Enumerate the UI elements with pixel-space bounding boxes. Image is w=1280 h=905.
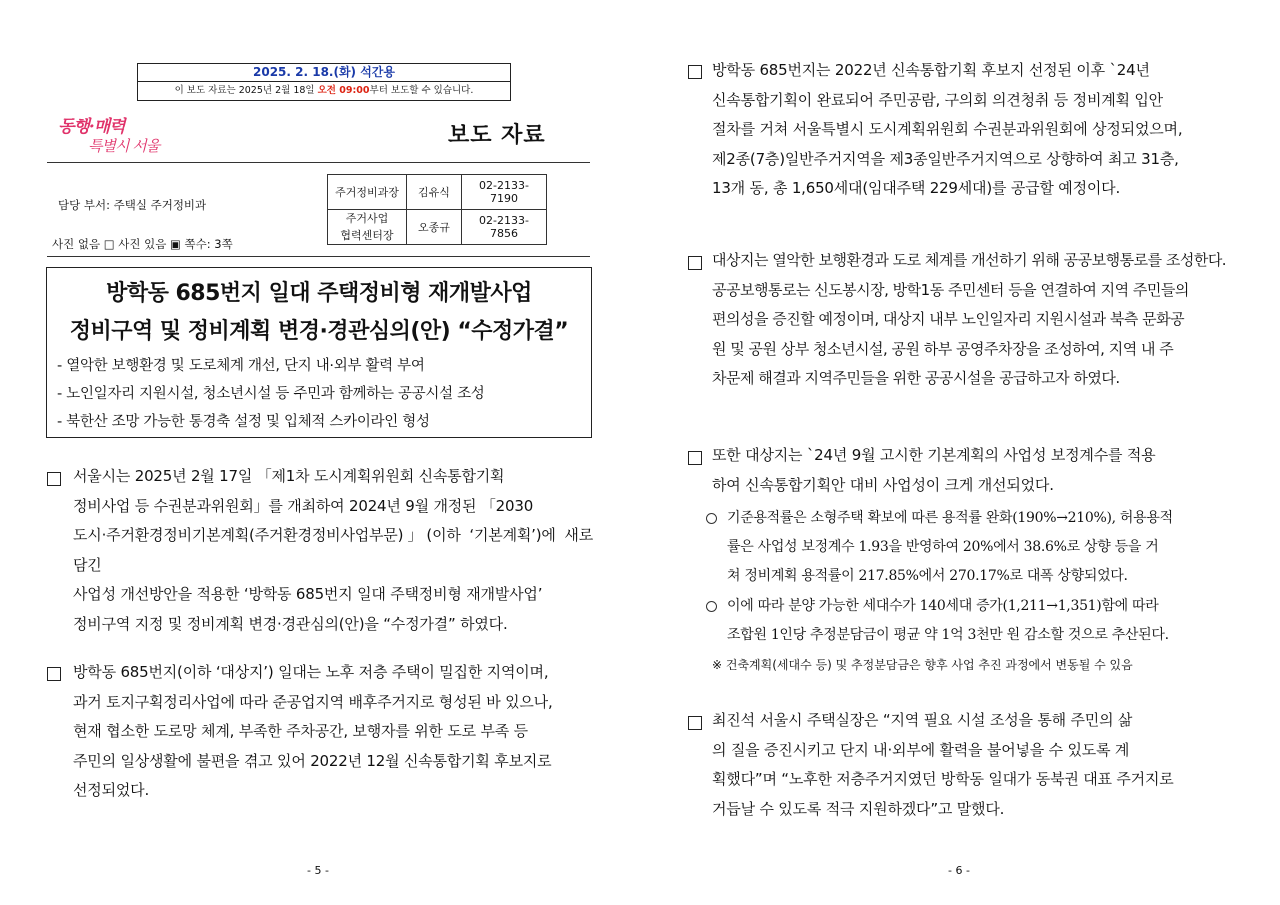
contact-table	[327, 174, 547, 245]
body-paragraph: 또한 대상지는 `24년 9월 고시한 기본계획의 사업성 보정계수를 적용 하여 신속통합기획안 대비 사업성이 크게 개선되었다.	[712, 446, 1156, 494]
footnote: ※ 건축계획(세대수 등) 및 추정분담금은 향후 사업 추진 과정에서 변동될 수 있음	[712, 658, 1133, 672]
subheading: - 북한산 조망 가능한 통경축 설정 및 입체적 스카이라인 형성	[57, 414, 430, 430]
photo-info: 사진 없음 □ 사진 있음 ▣ 쪽수: 3쪽	[52, 237, 233, 251]
divider	[47, 256, 590, 257]
contact-phone: 02-2133-7190	[462, 175, 547, 210]
seoul-logo: 동행·매력 특별시 서울	[58, 117, 160, 155]
contact-row	[328, 210, 547, 245]
contact-team: 주거사업 협력센터장	[328, 210, 407, 245]
sub-point: 기준용적률은 소형주택 확보에 따른 용적률 완화(190%→210%), 허용용적 률은 사업성 보정계수 1.93을 반영하여 20%에서 38.6%로 상향 등을 거 쳐 정비계획 용적률이 217.85%에서 270.17%로 대폭 상향되었다.	[727, 510, 1173, 584]
body-paragraph: 대상지는 열악한 보행환경과 도로 체계를 개선하기 위해 공공보행통로를 조성한다. 공공보행통로는 신도봉시장, 방학1동 주민센터 등을 연결하여 지역 주민들의 편의성을 증진할 예정이며, 대상지 내부 노인일자리 지원시설과 북측 문화공 원 및 공원 상부 청소년시설, 공원 하부 공영주차장을 조성하여, 지역 내 주 차문제 해결과 지역주민들을 위한 공공시설을 공급하고자 하였다.	[712, 251, 1227, 387]
square-bullet-icon	[688, 716, 702, 730]
contact-name: 오종규	[407, 210, 462, 245]
square-bullet-icon	[688, 451, 702, 465]
circle-bullet-icon	[706, 513, 717, 524]
contact-name: 김유식	[407, 175, 462, 210]
department: 담당 부서: 주택실 주거정비과	[58, 198, 207, 212]
square-bullet-icon	[47, 472, 61, 486]
contact-phone: 02-2133-7856	[462, 210, 547, 245]
subheading: - 열악한 보행환경 및 도로체계 개선, 단지 내·외부 활력 부여	[57, 358, 425, 374]
square-bullet-icon	[688, 65, 702, 79]
release-note: 이 보도 자료는 2025년 2월 18일 오전 09:00부터 보도할 수 있습니다.	[174, 85, 474, 96]
contact-team: 주거정비과장	[328, 175, 407, 210]
headline-line1: 방학동 685번지 일대 주택정비형 재개발사업	[106, 281, 532, 306]
square-bullet-icon	[47, 667, 61, 681]
release-date: 2025. 2. 18.(화) 석간용	[138, 64, 510, 82]
release-info-box	[137, 63, 511, 101]
contact-row	[328, 175, 547, 210]
body-paragraph: 방학동 685번지는 2022년 신속통합기획 후보지 선정된 이후 `24년 신속통합기획이 완료되어 주민공람, 구의회 의견청취 등 정비계획 입안 절차를 거쳐 서울특별시 도시계획위원회 수권분과위원회에 상정되었으며, 제2종(7층)일반주거지역을 제3종일반주거지역으로 상향하여 최고 31층, 13개 동, 총 1,650세대(임대주택 229세대)를 공급할 예정이다.	[712, 61, 1183, 197]
body-paragraph: 서울시는 2025년 2월 17일 「제1차 도시계획위원회 신속통합기획 정비사업 등 수권분과위원회」를 개최하여 2024년 9월 개정된 「2030 도시·주거환경정비기본계획(주거환경정비사업부문)」(이하 ‘기본계획’)에 새로 담긴 사업성 개선방안을 적용한 ‘방학동 685번지 일대 주택정비형 재개발사업’ 정비구역 지정 및 정비계획 변경·경관심의(안)을 “수정가결” 하였다.	[73, 467, 593, 633]
divider	[47, 162, 590, 163]
body-paragraph: 방학동 685번지(이하 ‘대상지’) 일대는 노후 저층 주택이 밀집한 지역이며, 과거 토지구획정리사업에 따라 준공업지역 배후주거지로 형성된 바 있으나, 현재 협소한 도로망 체계, 부족한 주차공간, 보행자를 위한 도로 부족 등 주민의 일상생활에 불편을 겪고 있어 2022년 12월 신속통합기획 후보지로 선정되었다.	[73, 663, 553, 799]
sub-point: 이에 따라 분양 가능한 세대수가 140세대 증가(1,211→1,351)함에 따라 조합원 1인당 추정분담금이 평균 약 1억 3천만 원 감소할 것으로 추산된다.	[727, 598, 1169, 643]
body-paragraph: 최진석 서울시 주택실장은 “지역 필요 시설 조성을 통해 주민의 삶 의 질을 증진시키고 단지 내·외부에 활력을 불어넣을 수 있도록 계 획했다”며 “노후한 저층주거지였던 방학동 일대가 동북권 대표 주거지로 거듭날 수 있도록 적극 지원하겠다”고 말했다.	[712, 711, 1174, 818]
square-bullet-icon	[688, 256, 702, 270]
circle-bullet-icon	[706, 601, 717, 612]
page-number: - 5 -	[307, 864, 329, 877]
page-number: - 6 -	[948, 864, 970, 877]
doc-type-title: 보도 자료	[448, 123, 546, 148]
headline-box	[46, 267, 592, 438]
headline-line2: 정비구역 및 정비계획 변경·경관심의(안) “수정가결”	[69, 319, 569, 344]
subheading: - 노인일자리 지원시설, 청소년시설 등 주민과 함께하는 공공시설 조성	[57, 386, 485, 402]
